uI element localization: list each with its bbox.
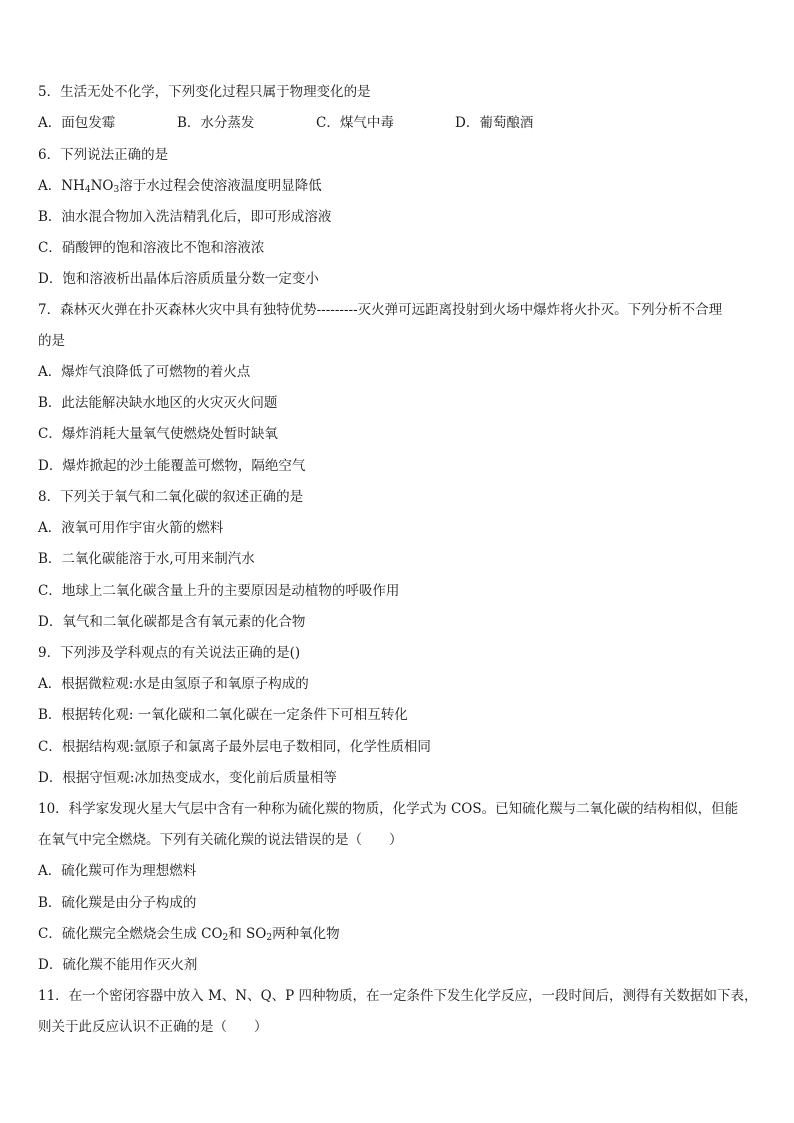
q6-option-c: C．硝酸钾的饱和溶液比不饱和溶液浓: [38, 240, 265, 256]
q5-option-d: D．葡萄酿酒: [455, 115, 534, 131]
q5-options: [38, 114, 760, 132]
q9-option-a: A．根据微粒观:水是由氢原子和氧原子构成的: [38, 676, 309, 692]
q8-option-b: B．二氧化碳能溶于水,可用来制汽水: [38, 551, 255, 567]
q10-option-c: [38, 925, 760, 943]
q7-option-c: C．爆炸消耗大量氧气使燃烧处暂时缺氧: [38, 426, 278, 442]
q10-option-a: A．硫化羰可作为理想燃料: [38, 863, 197, 879]
q6-stem: 6．下列说法正确的是: [38, 147, 169, 163]
q7-option-a: A．爆炸气浪降低了可燃物的着火点: [38, 364, 251, 380]
q10-option-b: B．硫化羰是由分子构成的: [38, 895, 197, 911]
q10-option-c-sub1: 2: [222, 933, 229, 943]
q6-option-a: [38, 177, 760, 195]
q6-option-a-sub2: 3: [113, 185, 120, 195]
q8-stem: 8．下列关于氧气和二氧化碳的叙述正确的是: [38, 489, 304, 505]
q10-option-c-sub2: 2: [266, 933, 273, 943]
q10-stem-line1: 10．科学家发现火星大气层中含有一种称为硫化羰的物质，化学式为 COS。已知硫化羰与二氧化碳的结构相似，但能: [38, 801, 739, 817]
q6-option-d: D．饱和溶液析出晶体后溶质质量分数一定变小: [38, 271, 319, 287]
q10-option-c-mid: 和 SO: [228, 926, 267, 942]
q9-option-d: D．根据守恒观:冰加热变成水，变化前后质量相等: [38, 770, 337, 786]
q7-option-d: D．爆炸掀起的沙土能覆盖可燃物，隔绝空气: [38, 458, 306, 474]
q6-option-a-mid: NO: [90, 178, 114, 194]
q6-option-a-prefix: A．NH: [38, 178, 85, 194]
q10-option-d: D．硫化羰不能用作灭火剂: [38, 957, 198, 973]
q7-stem-line2: 的是: [38, 333, 65, 349]
q11-stem-line1: 11．在一个密闭容器中放入 M、N、Q、P 四种物质，在一定条件下发生化学反应，一段时间后，测得有关数据如下表，: [38, 988, 758, 1004]
q5-option-c: C．煤气中毒: [316, 115, 394, 131]
q5-stem: 5．生活无处不化学，下列变化过程只属于物理变化的是: [38, 84, 371, 100]
q9-option-c: C．根据结构观:氩原子和氯离子最外层电子数相同，化学性质相同: [38, 739, 431, 755]
q9-stem: 9．下列涉及学科观点的有关说法正确的是(): [38, 645, 301, 661]
q5-option-b: B．水分蒸发: [177, 115, 255, 131]
q8-option-a: A．液氧可用作宇宙火箭的燃料: [38, 520, 224, 536]
q6-option-a-sub1: 4: [84, 185, 91, 195]
q9-option-b: B．根据转化观: 一氧化碳和二氧化碳在一定条件下可相互转化: [38, 707, 408, 723]
q11-stem-line2: 则关于此反应认识不正确的是（ ）: [38, 1019, 268, 1035]
q7-option-b: B．此法能解决缺水地区的火灾灭火问题: [38, 395, 278, 411]
q7-stem-line1: 7．森林灭火弹在扑灭森林火灾中具有独特优势---------灭火弹可远距离投射到火场中爆炸将火扑灭。下列分析不合理: [38, 302, 723, 318]
q6-option-a-suffix: 溶于水过程会使溶液温度明显降低: [119, 178, 322, 194]
q10-option-c-prefix: C．硫化羰完全燃烧会生成 CO: [38, 926, 223, 942]
q5-option-a: A．面包发霉: [38, 115, 116, 131]
q10-option-c-suffix: 两种氧化物: [272, 926, 340, 942]
q8-option-d: D．氧气和二氧化碳都是含有氧元素的化合物: [38, 614, 306, 630]
q6-option-b: B．油水混合物加入洗洁精乳化后，即可形成溶液: [38, 209, 332, 225]
q10-stem-line2: 在氧气中完全燃烧。下列有关硫化羰的说法错误的是（ ）: [38, 832, 403, 848]
q8-option-c: C．地球上二氧化碳含量上升的主要原因是动植物的呼吸作用: [38, 583, 400, 599]
